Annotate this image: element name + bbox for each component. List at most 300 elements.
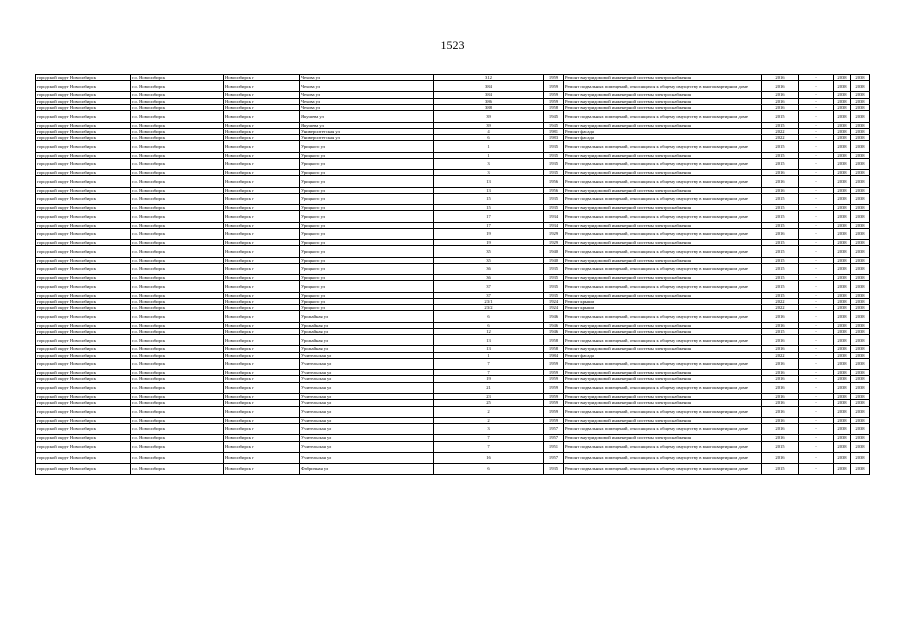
municipality-cell: городской округ Новосибирск (36, 311, 131, 322)
street-cell: Урицкого ул (300, 292, 434, 298)
build-year-cell: 1959 (544, 92, 564, 98)
dash-cell: - (799, 111, 834, 122)
house-number-cell: 12 (434, 328, 544, 334)
dash-cell: - (799, 122, 834, 128)
street-cell: Урицкого ул (300, 158, 434, 169)
dash-cell: - (799, 275, 834, 281)
dash-cell: - (799, 452, 834, 463)
year-end-cell: 2038 (851, 81, 870, 92)
settlement-cell: г.о. Новосибирск (131, 281, 224, 292)
street-cell: Урицкого ул (300, 141, 434, 152)
year-end-cell: 2038 (851, 222, 870, 228)
build-year-cell: 1935 (544, 463, 564, 474)
build-year-cell: 1929 (544, 240, 564, 246)
build-year-cell: 1959 (544, 382, 564, 393)
street-cell: Учительская ул (300, 441, 434, 452)
municipality-cell: городской округ Новосибирск (36, 370, 131, 376)
settlement-cell: г.о. Новосибирск (131, 435, 224, 441)
dash-cell: - (799, 222, 834, 228)
municipality-cell: городской округ Новосибирск (36, 463, 131, 474)
settlement-cell: г.о. Новосибирск (131, 222, 224, 228)
municipality-cell: городской округ Новосибирск (36, 257, 131, 263)
street-cell: Урожайная ул (300, 335, 434, 346)
year-start-cell: 2038 (834, 158, 851, 169)
plan-year-cell: 2022 (762, 135, 799, 141)
table-row (36, 246, 870, 257)
settlement-cell: г.о. Новосибирск (131, 98, 224, 104)
street-cell: Урицкого ул (300, 263, 434, 274)
plan-year-cell: 2016 (762, 417, 799, 423)
street-cell: Учительская ул (300, 424, 434, 435)
work-type-cell: Ремонт подвальных помещений, относящихся к общему имуществу в многоквартирном доме (564, 111, 762, 122)
locality-cell: Новосибирск г (224, 352, 300, 358)
locality-cell: Новосибирск г (224, 240, 300, 246)
municipality-cell: городской округ Новосибирск (36, 98, 131, 104)
plan-year-cell: 2016 (762, 335, 799, 346)
work-type-cell: Ремонт внутридомовой инженерной системы электроснабжения (564, 152, 762, 158)
settlement-cell: г.о. Новосибирск (131, 152, 224, 158)
house-number-cell: 15 (434, 205, 544, 211)
locality-cell: Новосибирск г (224, 452, 300, 463)
plan-year-cell: 2015 (762, 111, 799, 122)
settlement-cell: г.о. Новосибирск (131, 170, 224, 176)
plan-year-cell: 2016 (762, 311, 799, 322)
plan-year-cell: 2016 (762, 346, 799, 352)
build-year-cell: 1959 (544, 417, 564, 423)
year-start-cell: 2038 (834, 135, 851, 141)
year-end-cell: 2038 (851, 352, 870, 358)
year-end-cell: 2038 (851, 358, 870, 369)
year-end-cell: 2038 (851, 463, 870, 474)
year-end-cell: 2038 (851, 305, 870, 311)
locality-cell: Новосибирск г (224, 358, 300, 369)
build-year-cell: 1935 (544, 263, 564, 274)
year-end-cell: 2038 (851, 370, 870, 376)
plan-year-cell: 2022 (762, 352, 799, 358)
municipality-cell: городской округ Новосибирск (36, 275, 131, 281)
street-cell: Урицкого ул (300, 275, 434, 281)
build-year-cell: 1957 (544, 452, 564, 463)
year-start-cell: 2038 (834, 128, 851, 134)
municipality-cell: городской округ Новосибирск (36, 358, 131, 369)
plan-year-cell: 2015 (762, 141, 799, 152)
house-number-cell: 23/2 (434, 305, 544, 311)
work-type-cell: Ремонт внутридомовой инженерной системы электроснабжения (564, 275, 762, 281)
plan-year-cell: 2015 (762, 263, 799, 274)
municipality-cell: городской округ Новосибирск (36, 240, 131, 246)
settlement-cell: г.о. Новосибирск (131, 441, 224, 452)
street-cell: Учительская ул (300, 376, 434, 382)
house-number-cell: 6 (434, 322, 544, 328)
dash-cell: - (799, 205, 834, 211)
street-cell: Урицкого ул (300, 281, 434, 292)
year-start-cell: 2038 (834, 298, 851, 304)
build-year-cell: 1940 (544, 257, 564, 263)
plan-year-cell: 2016 (762, 176, 799, 187)
year-end-cell: 2038 (851, 211, 870, 222)
house-number-cell: 17 (434, 222, 544, 228)
locality-cell: Новосибирск г (224, 435, 300, 441)
dash-cell: - (799, 393, 834, 399)
locality-cell: Новосибирск г (224, 111, 300, 122)
municipality-cell: городской округ Новосибирск (36, 263, 131, 274)
street-cell: Учительская ул (300, 406, 434, 417)
plan-year-cell: 2015 (762, 246, 799, 257)
year-end-cell: 2038 (851, 424, 870, 435)
house-number-cell: 1 (434, 152, 544, 158)
year-end-cell: 2038 (851, 376, 870, 382)
plan-year-cell: 2015 (762, 281, 799, 292)
year-start-cell: 2038 (834, 352, 851, 358)
house-number-cell: 7 (434, 370, 544, 376)
table-row (36, 463, 870, 474)
locality-cell: Новосибирск г (224, 228, 300, 239)
work-type-cell: Ремонт внутридомовой инженерной системы электроснабжения (564, 240, 762, 246)
locality-cell: Новосибирск г (224, 406, 300, 417)
locality-cell: Новосибирск г (224, 328, 300, 334)
settlement-cell: г.о. Новосибирск (131, 193, 224, 204)
year-start-cell: 2038 (834, 346, 851, 352)
table-row (36, 211, 870, 222)
settlement-cell: г.о. Новосибирск (131, 158, 224, 169)
plan-year-cell: 2016 (762, 81, 799, 92)
year-start-cell: 2038 (834, 111, 851, 122)
settlement-cell: г.о. Новосибирск (131, 400, 224, 406)
build-year-cell: 1958 (544, 335, 564, 346)
build-year-cell: 1959 (544, 376, 564, 382)
municipality-cell: городской округ Новосибирск (36, 441, 131, 452)
year-start-cell: 2038 (834, 122, 851, 128)
street-cell: Урожайная ул (300, 328, 434, 334)
dash-cell: - (799, 358, 834, 369)
locality-cell: Новосибирск г (224, 135, 300, 141)
dash-cell: - (799, 105, 834, 111)
municipality-cell: городской округ Новосибирск (36, 424, 131, 435)
build-year-cell: 1984 (544, 352, 564, 358)
dash-cell: - (799, 176, 834, 187)
street-cell: Урицкого ул (300, 240, 434, 246)
table-row (36, 335, 870, 346)
dash-cell: - (799, 98, 834, 104)
build-year-cell: 1929 (544, 228, 564, 239)
build-year-cell: 1946 (544, 328, 564, 334)
dash-cell: - (799, 298, 834, 304)
year-start-cell: 2038 (834, 193, 851, 204)
build-year-cell: 1958 (544, 346, 564, 352)
table-row (36, 228, 870, 239)
municipality-cell: городской округ Новосибирск (36, 346, 131, 352)
year-start-cell: 2038 (834, 141, 851, 152)
plan-year-cell: 2016 (762, 322, 799, 328)
work-type-cell: Ремонт внутридомовой инженерной системы электроснабжения (564, 205, 762, 211)
municipality-cell: городской округ Новосибирск (36, 122, 131, 128)
build-year-cell: 1958 (544, 105, 564, 111)
dash-cell: - (799, 335, 834, 346)
table-row (36, 111, 870, 122)
year-end-cell: 2038 (851, 158, 870, 169)
street-cell: Урицкого ул (300, 257, 434, 263)
settlement-cell: г.о. Новосибирск (131, 187, 224, 193)
street-cell: Якушева ул (300, 122, 434, 128)
settlement-cell: г.о. Новосибирск (131, 92, 224, 98)
locality-cell: Новосибирск г (224, 152, 300, 158)
work-type-cell: Ремонт подвальных помещений, относящихся к общему имуществу в многоквартирном доме (564, 311, 762, 322)
locality-cell: Новосибирск г (224, 257, 300, 263)
work-type-cell: Ремонт внутридомовой инженерной системы электроснабжения (564, 400, 762, 406)
municipality-cell: городской округ Новосибирск (36, 211, 131, 222)
year-start-cell: 2038 (834, 98, 851, 104)
work-type-cell: Ремонт внутридомовой инженерной системы электроснабжения (564, 292, 762, 298)
year-end-cell: 2038 (851, 170, 870, 176)
settlement-cell: г.о. Новосибирск (131, 105, 224, 111)
year-end-cell: 2038 (851, 292, 870, 298)
settlement-cell: г.о. Новосибирск (131, 176, 224, 187)
street-cell: Урицкого ул (300, 205, 434, 211)
work-type-cell: Ремонт внутридомовой инженерной системы электроснабжения (564, 370, 762, 376)
locality-cell: Новосибирск г (224, 128, 300, 134)
dash-cell: - (799, 257, 834, 263)
house-number-cell: 15 (434, 193, 544, 204)
street-cell: Урицкого ул (300, 298, 434, 304)
year-start-cell: 2038 (834, 263, 851, 274)
year-start-cell: 2038 (834, 187, 851, 193)
dash-cell: - (799, 228, 834, 239)
street-cell: Университетская ул (300, 135, 434, 141)
street-cell: Якушева ул (300, 111, 434, 122)
year-end-cell: 2038 (851, 417, 870, 423)
dash-cell: - (799, 406, 834, 417)
year-end-cell: 2038 (851, 187, 870, 193)
plan-year-cell: 2015 (762, 158, 799, 169)
year-start-cell: 2038 (834, 417, 851, 423)
house-number-cell: 3 (434, 158, 544, 169)
plan-year-cell: 2016 (762, 105, 799, 111)
street-cell: Учительская ул (300, 393, 434, 399)
municipality-cell: городской округ Новосибирск (36, 228, 131, 239)
work-type-cell: Ремонт внутридомовой инженерной системы электроснабжения (564, 257, 762, 263)
settlement-cell: г.о. Новосибирск (131, 452, 224, 463)
settlement-cell: г.о. Новосибирск (131, 424, 224, 435)
year-start-cell: 2038 (834, 292, 851, 298)
house-number-cell: 37 (434, 281, 544, 292)
locality-cell: Новосибирск г (224, 122, 300, 128)
settlement-cell: г.о. Новосибирск (131, 122, 224, 128)
municipality-cell: городской округ Новосибирск (36, 75, 131, 81)
house-number-cell: 35 (434, 246, 544, 257)
house-number-cell: 36 (434, 263, 544, 274)
build-year-cell: 1924 (544, 305, 564, 311)
settlement-cell: г.о. Новосибирск (131, 211, 224, 222)
table-row (36, 263, 870, 274)
locality-cell: Новосибирск г (224, 105, 300, 111)
build-year-cell: 1983 (544, 135, 564, 141)
locality-cell: Новосибирск г (224, 275, 300, 281)
house-number-cell: 23/1 (434, 298, 544, 304)
locality-cell: Новосибирск г (224, 187, 300, 193)
street-cell: Учительская ул (300, 370, 434, 376)
plan-year-cell: 2016 (762, 424, 799, 435)
year-start-cell: 2038 (834, 205, 851, 211)
settlement-cell: г.о. Новосибирск (131, 417, 224, 423)
municipality-cell: городской округ Новосибирск (36, 406, 131, 417)
build-year-cell: 1940 (544, 246, 564, 257)
street-cell: Учительская ул (300, 358, 434, 369)
settlement-cell: г.о. Новосибирск (131, 292, 224, 298)
year-start-cell: 2038 (834, 452, 851, 463)
street-cell: Урицкого ул (300, 170, 434, 176)
year-end-cell: 2038 (851, 298, 870, 304)
year-end-cell: 2038 (851, 105, 870, 111)
year-end-cell: 2038 (851, 75, 870, 81)
page-number: 1523 (440, 38, 465, 52)
municipality-cell: городской округ Новосибирск (36, 135, 131, 141)
year-start-cell: 2038 (834, 176, 851, 187)
table-row (36, 281, 870, 292)
municipality-cell: городской округ Новосибирск (36, 393, 131, 399)
work-type-cell: Ремонт внутридомовой инженерной системы электроснабжения (564, 328, 762, 334)
plan-year-cell: 2016 (762, 75, 799, 81)
street-cell: Учительская ул (300, 382, 434, 393)
year-start-cell: 2038 (834, 370, 851, 376)
build-year-cell: 1935 (544, 292, 564, 298)
year-end-cell: 2038 (851, 257, 870, 263)
build-year-cell: 1981 (544, 128, 564, 134)
settlement-cell: г.о. Новосибирск (131, 376, 224, 382)
year-start-cell: 2038 (834, 246, 851, 257)
work-type-cell: Ремонт крыши (564, 305, 762, 311)
build-year-cell: 1945 (544, 111, 564, 122)
table-row (36, 141, 870, 152)
work-type-cell: Ремонт фасада (564, 128, 762, 134)
year-end-cell: 2038 (851, 328, 870, 334)
plan-year-cell: 2015 (762, 240, 799, 246)
locality-cell: Новосибирск г (224, 263, 300, 274)
year-end-cell: 2038 (851, 435, 870, 441)
settlement-cell: г.о. Новосибирск (131, 275, 224, 281)
year-end-cell: 2038 (851, 141, 870, 152)
street-cell: Урицкого ул (300, 211, 434, 222)
year-start-cell: 2038 (834, 81, 851, 92)
locality-cell: Новосибирск г (224, 176, 300, 187)
locality-cell: Новосибирск г (224, 311, 300, 322)
build-year-cell: 1959 (544, 75, 564, 81)
plan-year-cell: 2015 (762, 441, 799, 452)
street-cell: Урицкого ул (300, 187, 434, 193)
build-year-cell: 1935 (544, 170, 564, 176)
house-number-cell: 384 (434, 92, 544, 98)
work-type-cell: Ремонт крыши (564, 298, 762, 304)
table-row (36, 452, 870, 463)
year-end-cell: 2038 (851, 400, 870, 406)
work-type-cell: Ремонт внутридомовой инженерной системы электроснабжения (564, 105, 762, 111)
plan-year-cell: 2016 (762, 376, 799, 382)
plan-year-cell: 2015 (762, 193, 799, 204)
year-start-cell: 2038 (834, 170, 851, 176)
street-cell: Чехова ул (300, 98, 434, 104)
locality-cell: Новосибирск г (224, 335, 300, 346)
street-cell: Фабричная ул (300, 463, 434, 474)
work-type-cell: Ремонт подвальных помещений, относящихся к общему имуществу в многоквартирном доме (564, 358, 762, 369)
dash-cell: - (799, 292, 834, 298)
year-start-cell: 2038 (834, 311, 851, 322)
dash-cell: - (799, 370, 834, 376)
settlement-cell: г.о. Новосибирск (131, 463, 224, 474)
house-number-cell: 386 (434, 98, 544, 104)
dash-cell: - (799, 305, 834, 311)
year-start-cell: 2038 (834, 211, 851, 222)
dash-cell: - (799, 152, 834, 158)
municipality-cell: городской округ Новосибирск (36, 170, 131, 176)
dash-cell: - (799, 246, 834, 257)
work-type-cell: Ремонт подвальных помещений, относящихся к общему имуществу в многоквартирном доме (564, 81, 762, 92)
locality-cell: Новосибирск г (224, 141, 300, 152)
work-type-cell: Ремонт подвальных помещений, относящихся к общему имуществу в многоквартирном доме (564, 424, 762, 435)
year-start-cell: 2038 (834, 105, 851, 111)
street-cell: Чехова ул (300, 105, 434, 111)
work-type-cell: Ремонт внутридомовой инженерной системы электроснабжения (564, 92, 762, 98)
plan-year-cell: 2022 (762, 305, 799, 311)
year-end-cell: 2038 (851, 205, 870, 211)
dash-cell: - (799, 75, 834, 81)
work-type-cell: Ремонт подвальных помещений, относящихся к общему имуществу в многоквартирном доме (564, 211, 762, 222)
build-year-cell: 1959 (544, 406, 564, 417)
street-cell: Учительская ул (300, 417, 434, 423)
work-type-cell: Ремонт внутридомовой инженерной системы электроснабжения (564, 417, 762, 423)
plan-year-cell: 2016 (762, 170, 799, 176)
house-number-cell: 312 (434, 75, 544, 81)
year-end-cell: 2038 (851, 92, 870, 98)
work-type-cell: Ремонт подвальных помещений, относящихся к общему имуществу в многоквартирном доме (564, 228, 762, 239)
table-row (36, 406, 870, 417)
work-type-cell: Ремонт подвальных помещений, относящихся к общему имуществу в многоквартирном доме (564, 158, 762, 169)
table-body (36, 75, 870, 475)
municipality-cell: городской округ Новосибирск (36, 452, 131, 463)
municipality-cell: городской округ Новосибирск (36, 322, 131, 328)
work-type-cell: Ремонт подвальных помещений, относящихся к общему имуществу в многоквартирном доме (564, 335, 762, 346)
build-year-cell: 1959 (544, 98, 564, 104)
year-end-cell: 2038 (851, 311, 870, 322)
year-end-cell: 2038 (851, 275, 870, 281)
street-cell: Урицкого ул (300, 222, 434, 228)
dash-cell: - (799, 281, 834, 292)
municipality-cell: городской округ Новосибирск (36, 417, 131, 423)
street-cell: Университетская ул (300, 128, 434, 134)
settlement-cell: г.о. Новосибирск (131, 358, 224, 369)
plan-year-cell: 2015 (762, 328, 799, 334)
table-row (36, 311, 870, 322)
build-year-cell: 1924 (544, 298, 564, 304)
work-type-cell: Ремонт подвальных помещений, относящихся к общему имуществу в многоквартирном доме (564, 263, 762, 274)
house-number-cell: 388 (434, 105, 544, 111)
house-number-cell: 2 (434, 417, 544, 423)
year-start-cell: 2038 (834, 406, 851, 417)
table-row (36, 81, 870, 92)
year-end-cell: 2038 (851, 246, 870, 257)
municipality-cell: городской округ Новосибирск (36, 435, 131, 441)
house-number-cell: 6 (434, 311, 544, 322)
work-type-cell: Ремонт подвальных помещений, относящихся к общему имуществу в многоквартирном доме (564, 441, 762, 452)
house-number-cell: 7 (434, 358, 544, 369)
settlement-cell: г.о. Новосибирск (131, 128, 224, 134)
plan-year-cell: 2016 (762, 187, 799, 193)
build-year-cell: 1957 (544, 435, 564, 441)
house-number-cell: 21 (434, 382, 544, 393)
house-number-cell: 39 (434, 111, 544, 122)
locality-cell: Новосибирск г (224, 376, 300, 382)
municipality-cell: городской округ Новосибирск (36, 205, 131, 211)
municipality-cell: городской округ Новосибирск (36, 193, 131, 204)
locality-cell: Новосибирск г (224, 298, 300, 304)
